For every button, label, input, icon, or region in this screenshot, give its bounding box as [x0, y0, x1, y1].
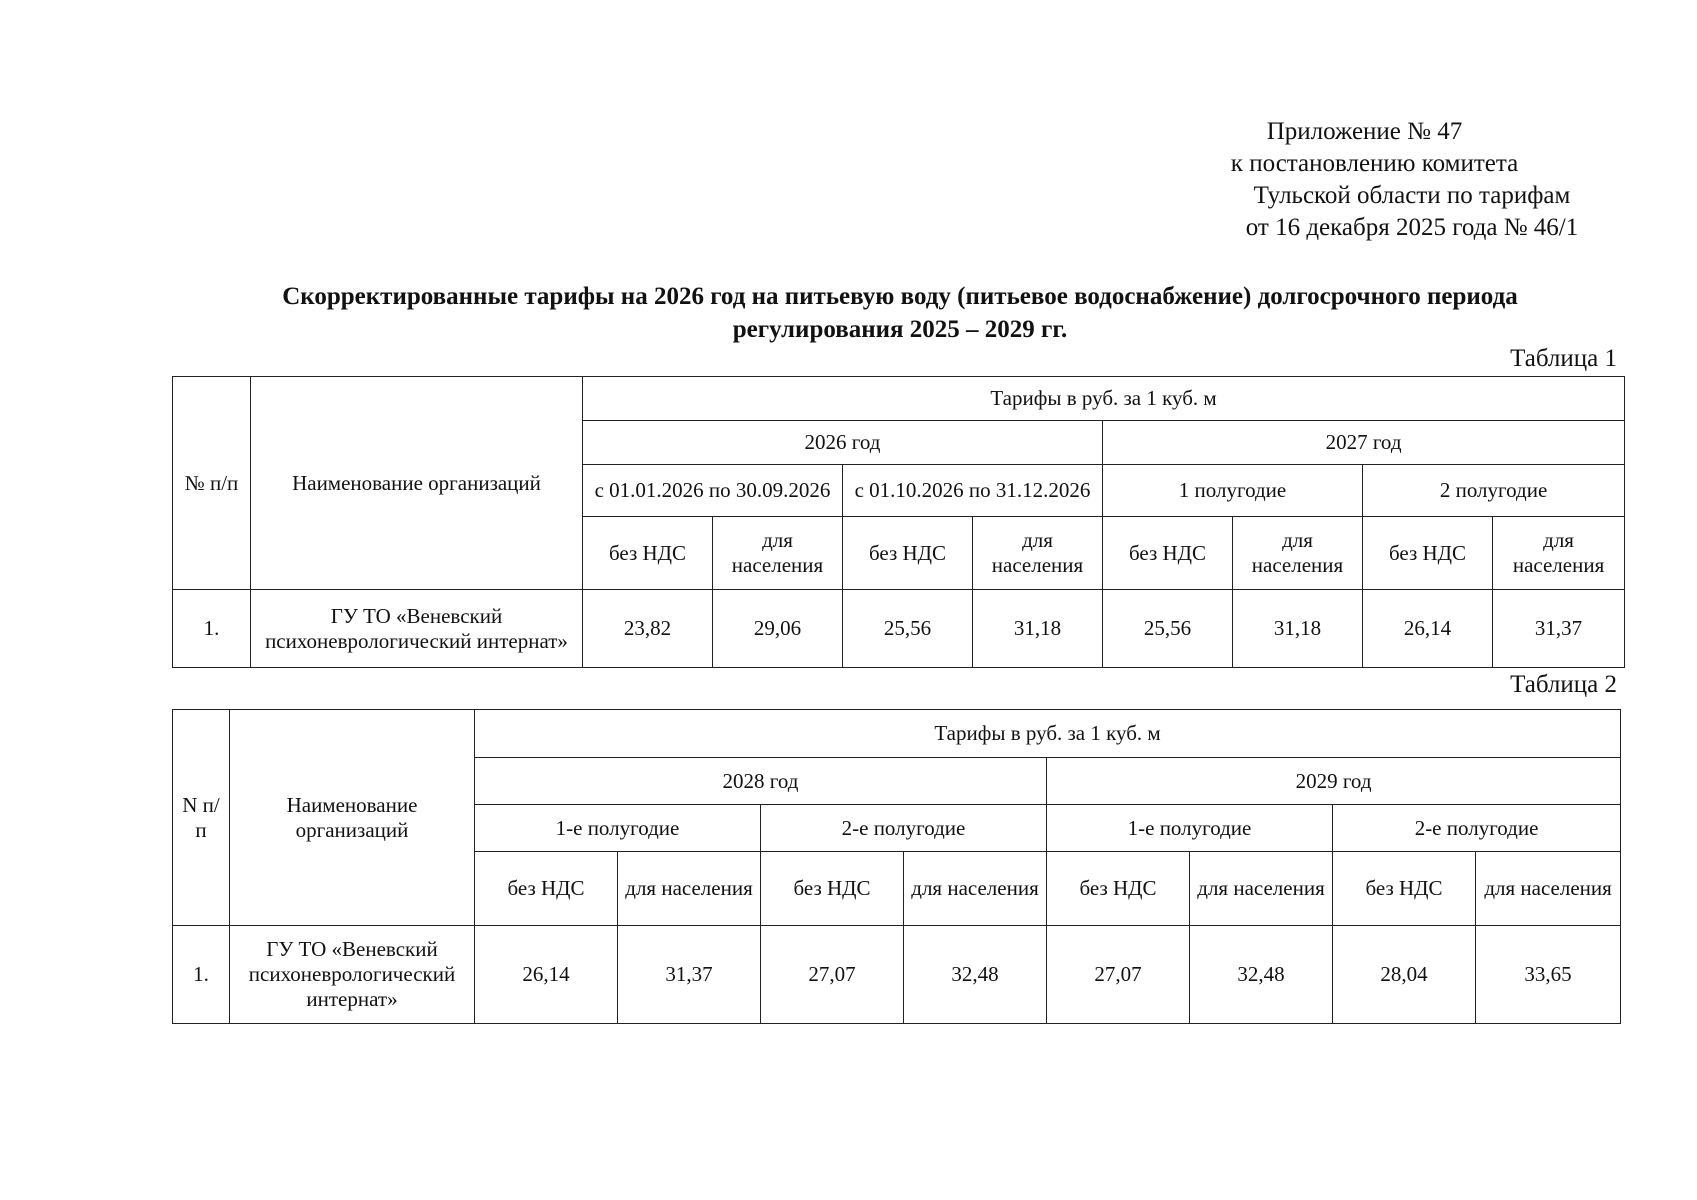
subheader-population: для населения [1190, 852, 1333, 926]
subheader-population: для населения [904, 852, 1047, 926]
row-number: 1. [173, 590, 251, 668]
tariff-value: 31,18 [973, 590, 1103, 668]
tariffs-header: Тарифы в руб. за 1 куб. м [475, 710, 1621, 758]
tariff-value: 26,14 [475, 926, 618, 1024]
table-2-label: Таблица 2 [1510, 671, 1617, 698]
appendix-line-2: к постановлению комитета [1230, 150, 1519, 177]
subheader-population: для населения [1476, 852, 1621, 926]
subheader-population: для населения [1233, 517, 1363, 590]
tariff-value: 31,37 [1493, 590, 1625, 668]
period-header: 1-е полугодие [1047, 805, 1333, 852]
subheader-no-vat: без НДС [1363, 517, 1493, 590]
period-header: 2-е полугодие [761, 805, 1047, 852]
period-header: 1 полугодие [1103, 465, 1363, 517]
column-header-number: № п/п [173, 377, 251, 590]
subheader-population: для населения [618, 852, 761, 926]
tariff-value: 25,56 [1103, 590, 1233, 668]
table-row [173, 926, 1621, 1024]
subheader-no-vat: без НДС [475, 852, 618, 926]
row-number: 1. [173, 926, 230, 1024]
column-header-number: N п/п [173, 710, 230, 926]
subheader-population: для населения [973, 517, 1103, 590]
year-header-2026: 2026 год [583, 421, 1103, 465]
subheader-no-vat: без НДС [1047, 852, 1190, 926]
tariff-value: 27,07 [1047, 926, 1190, 1024]
year-header-2028: 2028 год [475, 758, 1047, 805]
period-header: 2-е полугодие [1333, 805, 1621, 852]
year-header-2029: 2029 год [1047, 758, 1621, 805]
period-header: 2 полугодие [1363, 465, 1625, 517]
tariff-value: 29,06 [713, 590, 843, 668]
tariff-value: 25,56 [843, 590, 973, 668]
tariff-table-1 [172, 376, 1625, 668]
document-title-line-2: регулирования 2025 – 2029 гг. [732, 316, 1068, 343]
appendix-line-1: Приложение № 47 [1266, 118, 1463, 145]
subheader-no-vat: без НДС [761, 852, 904, 926]
subheader-population: для населения [1493, 517, 1625, 590]
table-row [173, 590, 1625, 668]
tariff-table-2 [172, 709, 1621, 1024]
document-title-line-1: Скорректированные тарифы на 2026 год на питьевую воду (питьевое водоснабжение) долгосрочного периода [282, 283, 1518, 310]
period-header: с 01.01.2026 по 30.09.2026 [583, 465, 843, 517]
organization-name: ГУ ТО «Веневский психоневрологический интернат» [251, 590, 583, 668]
tariff-value: 23,82 [583, 590, 713, 668]
tariff-value: 27,07 [761, 926, 904, 1024]
subheader-population: для населения [713, 517, 843, 590]
subheader-no-vat: без НДС [1103, 517, 1233, 590]
organization-name: ГУ ТО «Веневский психоневрологический интернат» [230, 926, 475, 1024]
appendix-header [1017, 116, 1617, 244]
document-title [172, 280, 1628, 346]
tariff-value: 28,04 [1333, 926, 1476, 1024]
tariff-value: 31,18 [1233, 590, 1363, 668]
appendix-line-3: Тульской области по тарифам [1253, 182, 1571, 209]
period-header: с 01.10.2026 по 31.12.2026 [843, 465, 1103, 517]
tariffs-header: Тарифы в руб. за 1 куб. м [583, 377, 1625, 421]
column-header-organization: Наименование организаций [230, 710, 475, 926]
table-1-label: Таблица 1 [1510, 345, 1617, 372]
tariff-value: 33,65 [1476, 926, 1621, 1024]
tariff-value: 31,37 [618, 926, 761, 1024]
tariff-value: 32,48 [1190, 926, 1333, 1024]
subheader-no-vat: без НДС [843, 517, 973, 590]
tariff-value: 26,14 [1363, 590, 1493, 668]
subheader-no-vat: без НДС [1333, 852, 1476, 926]
period-header: 1-е полугодие [475, 805, 761, 852]
subheader-no-vat: без НДС [583, 517, 713, 590]
year-header-2027: 2027 год [1103, 421, 1625, 465]
column-header-organization: Наименование организаций [251, 377, 583, 590]
tariff-value: 32,48 [904, 926, 1047, 1024]
appendix-line-4: от 16 декабря 2025 года № 46/1 [1245, 214, 1579, 241]
